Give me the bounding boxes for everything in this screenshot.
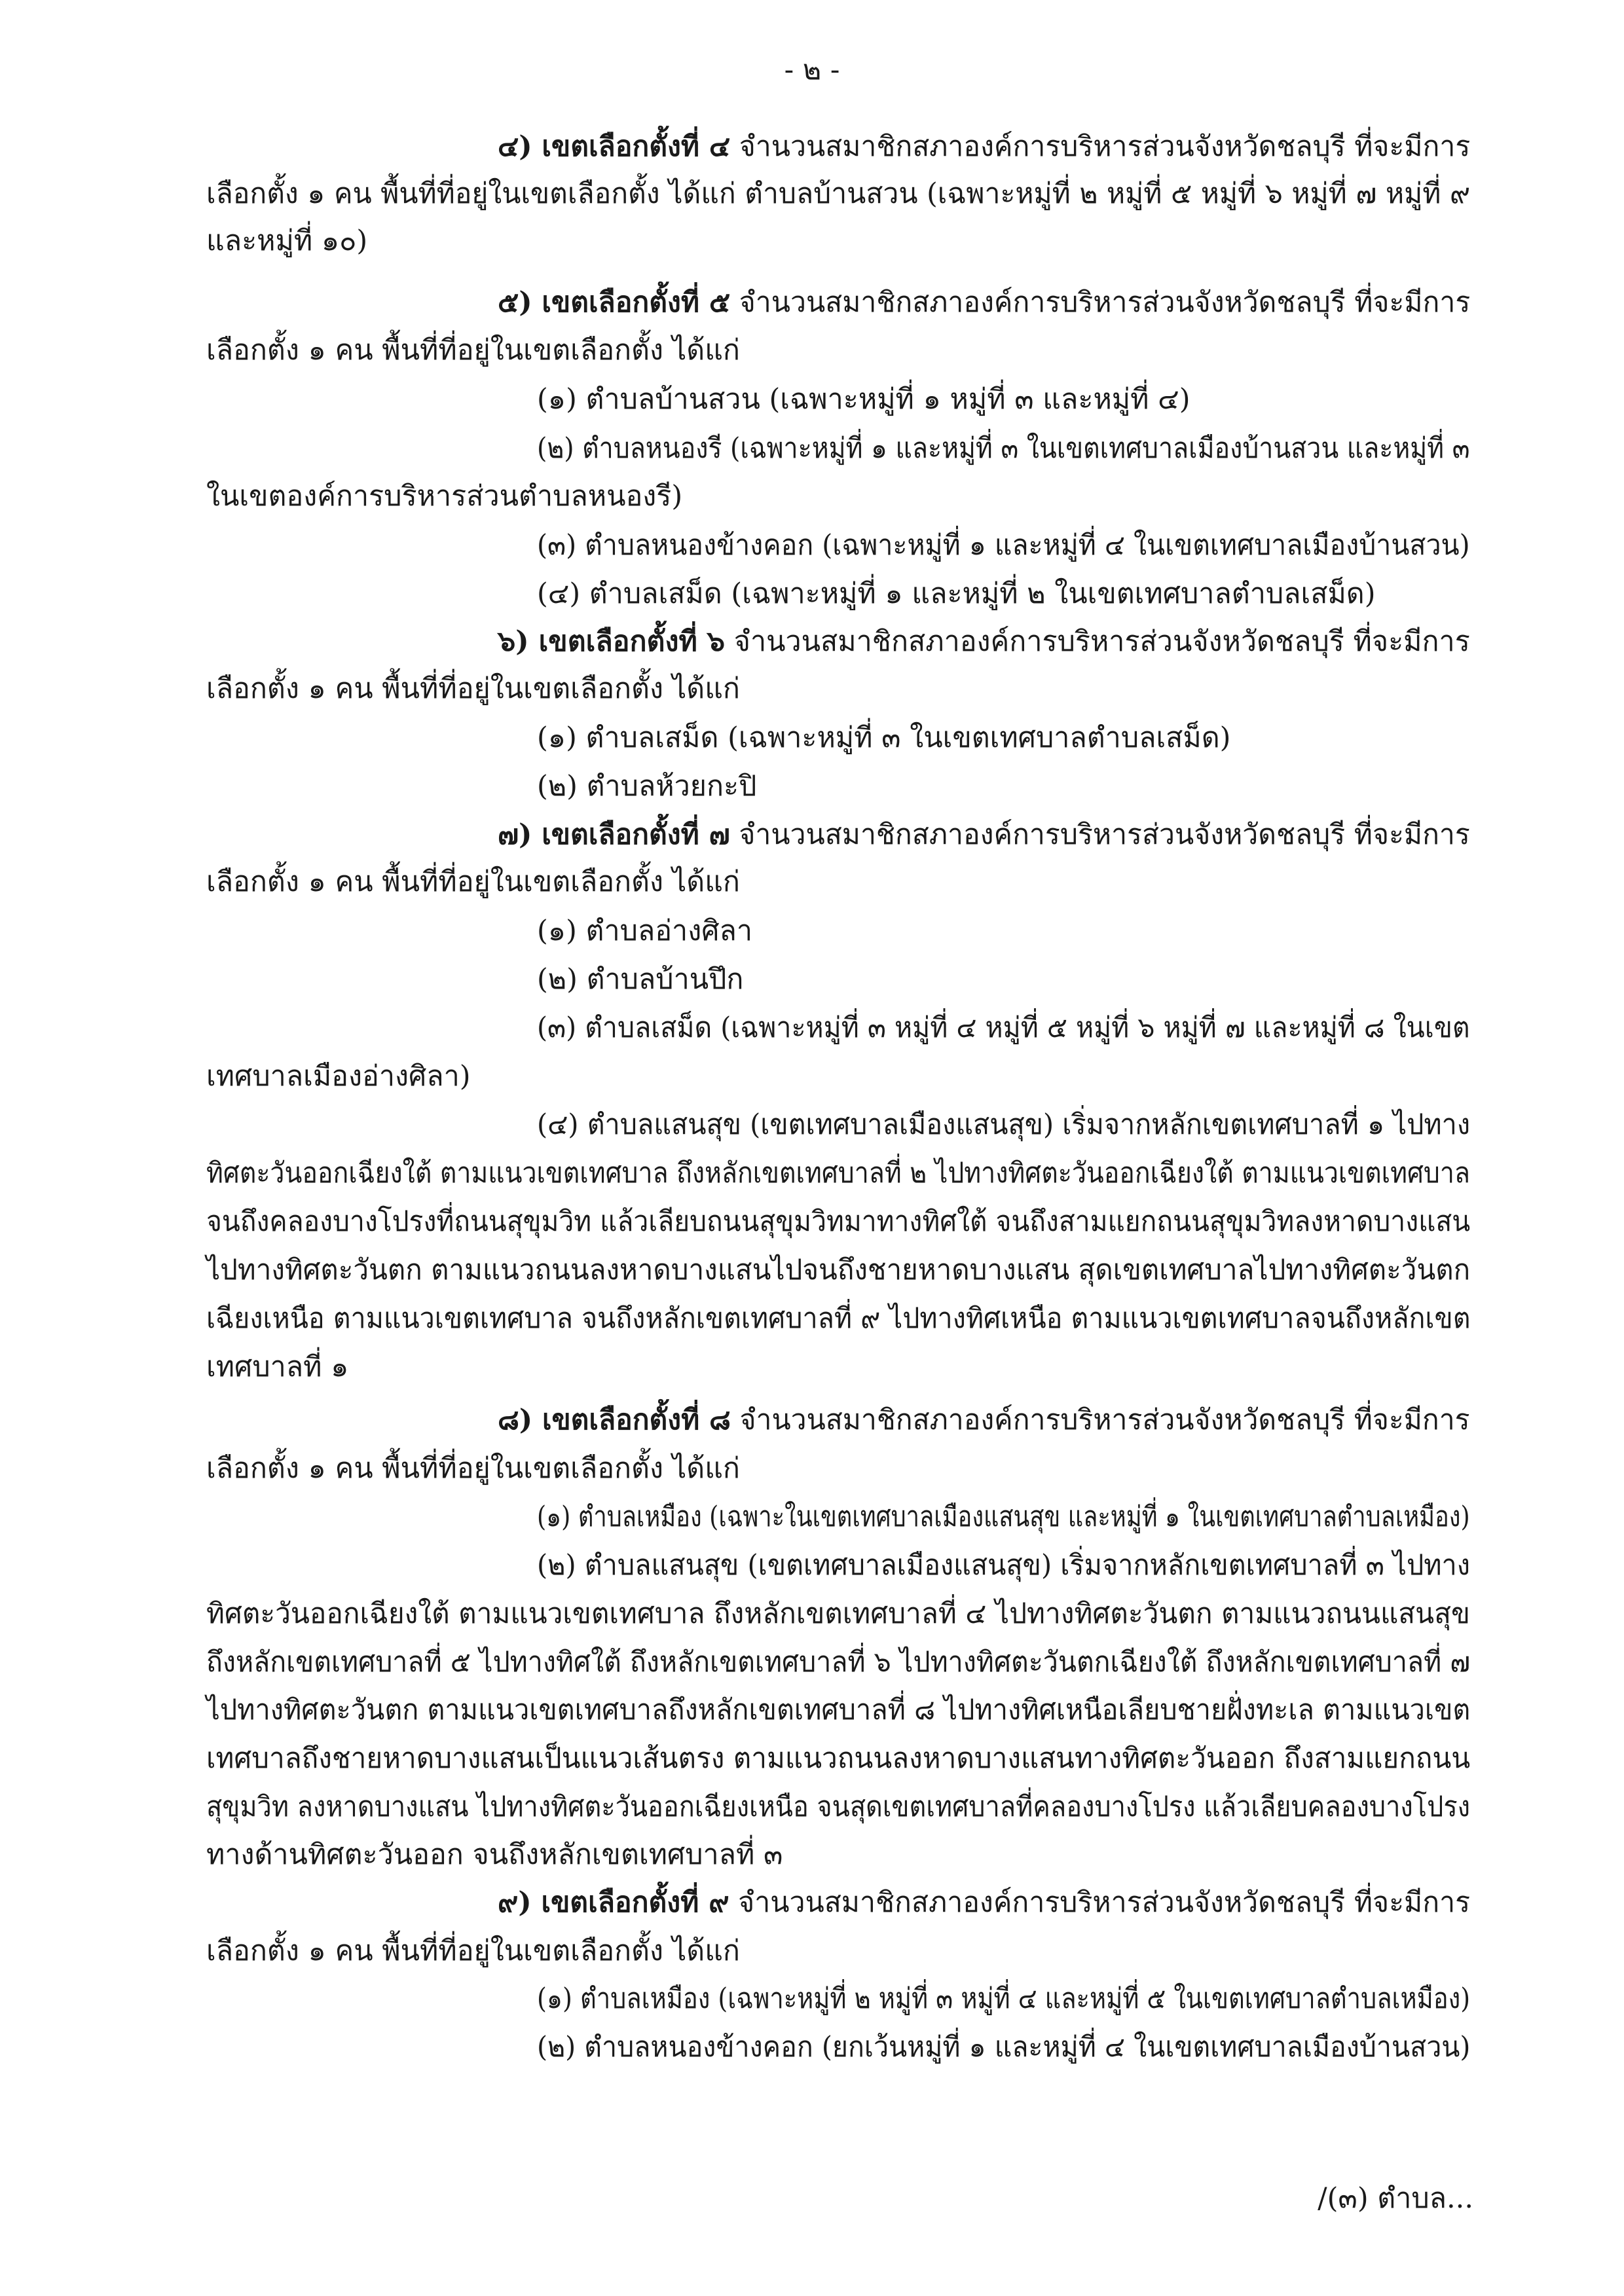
text-line <box>537 1979 1470 2018</box>
line-text: (๒) ตำบลหนองข้างคอก (ยกเว้นหมู่ที่ ๑ และหมู่ที่ ๔ ในเขตเทศบาลเมืองบ้านสวน) <box>537 2031 1471 2064</box>
text-line <box>537 960 743 999</box>
text-line <box>537 911 752 951</box>
text-line <box>206 862 740 902</box>
text-line <box>498 815 1470 854</box>
text-line <box>498 127 1470 166</box>
line-text: ในเขตองค์การบริหารส่วนตำบลหนองรี) <box>206 480 683 513</box>
line-text: จำนวนสมาชิกสภาองค์การบริหารส่วนจังหวัดชลบุรี ที่จะมีการ <box>729 818 1470 851</box>
text-line <box>206 1690 1470 1730</box>
text-line <box>498 622 1470 661</box>
text-line <box>206 221 367 261</box>
text-line <box>206 1347 348 1387</box>
line-text: ทางด้านทิศตะวันออก จนถึงหลักเขตเทศบาลที่ ๓ <box>206 1838 783 1871</box>
line-text: (๔) ตำบลแสนสุข (เขตเทศบาลเมืองแสนสุข) เริ่มจากหลักเขตเทศบาลที่ ๑ ไปทาง <box>537 1108 1471 1141</box>
line-text: จำนวนสมาชิกสภาองค์การบริหารส่วนจังหวัดชลบุรี ที่จะมีการ <box>730 1404 1470 1436</box>
district-heading: ๕) เขตเลือกตั้งที่ ๕ <box>498 286 731 319</box>
line-text: เลือกตั้ง ๑ คน พื้นที่ที่อยู่ในเขตเลือกตั้ง ได้แก่ <box>206 1452 740 1485</box>
continuation-marker: /(๓) ตำบล... <box>1318 2182 1473 2215</box>
line-text: (๒) ตำบลหนองรี (เฉพาะหมู่ที่ ๑ และหมู่ที่ ๓ ในเขตเทศบาลเมืองบ้านสวน และหมู่ที่ ๓ <box>537 432 1470 465</box>
text-line <box>206 1154 1470 1193</box>
text-line <box>537 380 1190 419</box>
text-line <box>537 2028 1470 2067</box>
text-line <box>537 526 1470 565</box>
line-text: จำนวนสมาชิกสภาองค์การบริหารส่วนจังหวัดชลบุรี ที่จะมีการ <box>730 286 1471 319</box>
line-text: จำนวนสมาชิกสภาองค์การบริหารส่วนจังหวัดชลบุรี ที่จะมีการ <box>729 1886 1471 1919</box>
text-line <box>498 1883 1470 1922</box>
district-heading: ๙) เขตเลือกตั้งที่ ๙ <box>498 1886 729 1919</box>
line-text: (๑) ตำบลเหมือง (เฉพาะในเขตเทศบาลเมืองแสนสุข และหมู่ที่ ๑ ในเขตเทศบาลตำบลเหมือง) <box>537 1501 1470 1533</box>
text-line <box>206 1931 740 1971</box>
text-line <box>498 283 1470 322</box>
line-text: (๒) ตำบลห้วยกะปิ <box>537 770 757 803</box>
line-text: เลือกตั้ง ๑ คน พื้นที่ที่อยู่ในเขตเลือกตั้ง ได้แก่ <box>206 672 740 705</box>
line-text: จนถึงคลองบางโปรงที่ถนนสุขุมวิท แล้วเลียบถนนสุขุมวิทมาทางทิศใต้ จนถึงสามแยกถนนสุขุมวิทลงหาดบางแสน <box>206 1205 1471 1238</box>
district-heading: ๘) เขตเลือกตั้งที่ ๘ <box>498 1404 731 1436</box>
text-line <box>206 1787 1470 1827</box>
line-text: (๑) ตำบลเหมือง (เฉพาะหมู่ที่ ๒ หมู่ที่ ๓ หมู่ที่ ๔ และหมู่ที่ ๕ ในเขตเทศบาลตำบลเหมือง) <box>537 1982 1471 2015</box>
text-line <box>537 718 1230 757</box>
line-text: เลือกตั้ง ๑ คน พื้นที่ที่อยู่ในเขตเลือกตั้ง ได้แก่ <box>206 1935 740 1967</box>
district-heading: ๖) เขตเลือกตั้งที่ ๖ <box>498 625 726 658</box>
text-line <box>206 174 1470 213</box>
text-line <box>537 1546 1470 1585</box>
line-text: (๓) ตำบลเสม็ด (เฉพาะหมู่ที่ ๓ หมู่ที่ ๔ หมู่ที่ ๕ หมู่ที่ ๖ หมู่ที่ ๗ และหมู่ที่ ๘ ในเขต <box>537 1011 1470 1044</box>
text-line <box>206 1057 471 1096</box>
text-line <box>537 1008 1470 1048</box>
line-text: (๑) ตำบลเสม็ด (เฉพาะหมู่ที่ ๓ ในเขตเทศบาลตำบลเสม็ด) <box>537 721 1231 754</box>
text-line <box>206 1594 1470 1633</box>
text-line <box>206 1202 1470 1241</box>
text-line <box>537 1105 1470 1144</box>
text-line <box>498 1400 1470 1440</box>
district-heading: ๔) เขตเลือกตั้งที่ ๔ <box>498 130 731 163</box>
text-line <box>206 1299 1470 1338</box>
line-text: จำนวนสมาชิกสภาองค์การบริหารส่วนจังหวัดชลบุรี ที่จะมีการ <box>725 625 1470 658</box>
line-text: ทิศตะวันออกเฉียงใต้ ตามแนวเขตเทศบาล ถึงหลักเขตเทศบาลที่ ๒ ไปทางทิศตะวันออกเฉียงใต้ ตามแนวเขตเทศบาล <box>206 1157 1470 1190</box>
text-line <box>206 1449 740 1488</box>
text-line <box>206 331 740 370</box>
line-text: เฉียงเหนือ ตามแนวเขตเทศบาล จนถึงหลักเขตเทศบาลที่ ๙ ไปทางทิศเหนือ ตามแนวเขตเทศบาลจนถึงหลักเขต <box>206 1302 1471 1335</box>
text-line <box>206 477 682 516</box>
line-text: ทิศตะวันออกเฉียงใต้ ตามแนวเขตเทศบาล ถึงหลักเขตเทศบาลที่ ๔ ไปทางทิศตะวันตก ตามแนวถนนแสนสุข <box>206 1597 1471 1630</box>
text-line <box>206 1739 1470 1778</box>
line-text: เทศบาลถึงชายหาดบางแสนเป็นแนวเส้นตรง ตามแนวถนนลงหาดบางแสนทางทิศตะวันออก ถึงสามแยกถนน <box>206 1742 1471 1775</box>
line-text: เลือกตั้ง ๑ คน พื้นที่ที่อยู่ในเขตเลือกตั้ง ได้แก่ <box>206 866 740 898</box>
line-text: (๓) ตำบลหนองข้างคอก (เฉพาะหมู่ที่ ๑ และหมู่ที่ ๔ ในเขตเทศบาลเมืองบ้านสวน) <box>537 529 1470 562</box>
page-number: - ๒ - <box>784 54 840 86</box>
line-text: เลือกตั้ง ๑ คน พื้นที่ที่อยู่ในเขตเลือกตั้ง ได้แก่ ตำบลบ้านสวน (เฉพาะหมู่ที่ ๒ หมู่ที่ ๕ หมู่ที่ ๖ หมู่ที่ ๗ หมู่ที่ ๙ <box>206 177 1471 210</box>
line-text: เทศบาลที่ ๑ <box>206 1351 349 1383</box>
line-text: (๔) ตำบลเสม็ด (เฉพาะหมู่ที่ ๑ และหมู่ที่ ๒ ในเขตเทศบาลตำบลเสม็ด) <box>537 577 1376 610</box>
line-text: (๒) ตำบลแสนสุข (เขตเทศบาลเมืองแสนสุข) เริ่มจากหลักเขตเทศบาลที่ ๓ ไปทาง <box>537 1549 1470 1582</box>
text-line <box>206 1835 783 1874</box>
line-text: สุขุมวิท ลงหาดบางแสน ไปทางทิศตะวันออกเฉียงเหนือ จนสุดเขตเทศบาลที่คลองบางโปรง แล้วเลียบคลองบางโปรง <box>206 1791 1471 1823</box>
line-text: และหมู่ที่ ๑๐) <box>206 225 368 257</box>
text-line <box>206 1643 1470 1682</box>
text-line <box>206 669 740 708</box>
line-text: เลือกตั้ง ๑ คน พื้นที่ที่อยู่ในเขตเลือกตั้ง ได้แก่ <box>206 334 740 367</box>
text-line <box>537 1497 1470 1537</box>
line-text: ถึงหลักเขตเทศบาลที่ ๕ ไปทางทิศใต้ ถึงหลักเขตเทศบาลที่ ๖ ไปทางทิศตะวันตกเฉียงใต้ ถึงหลักเขตเทศบาลที่ ๗ <box>206 1646 1471 1679</box>
line-text: ไปทางทิศตะวันตก ตามแนวเขตเทศบาลถึงหลักเขตเทศบาลที่ ๘ ไปทางทิศเหนือเลียบชายฝั่งทะเล ตามแนวเขต <box>206 1694 1471 1726</box>
line-text: เทศบาลเมืองอ่างศิลา) <box>206 1060 471 1093</box>
text-line <box>537 429 1469 468</box>
line-text: จำนวนสมาชิกสภาองค์การบริหารส่วนจังหวัดชลบุรี ที่จะมีการ <box>730 130 1471 163</box>
line-text: (๑) ตำบลบ้านสวน (เฉพาะหมู่ที่ ๑ หมู่ที่ ๓ และหมู่ที่ ๔) <box>537 383 1190 416</box>
text-line <box>537 767 756 806</box>
district-heading: ๗) เขตเลือกตั้งที่ ๗ <box>498 818 730 851</box>
text-line <box>206 1250 1470 1290</box>
line-text: ไปทางทิศตะวันตก ตามแนวถนนลงหาดบางแสนไปจนถึงชายหาดบางแสน สุดเขตเทศบาลไปทางทิศตะวันตก <box>206 1254 1471 1286</box>
line-text: (๒) ตำบลบ้านปึก <box>537 963 744 996</box>
line-text: (๑) ตำบลอ่างศิลา <box>537 915 752 947</box>
text-line <box>537 574 1376 613</box>
